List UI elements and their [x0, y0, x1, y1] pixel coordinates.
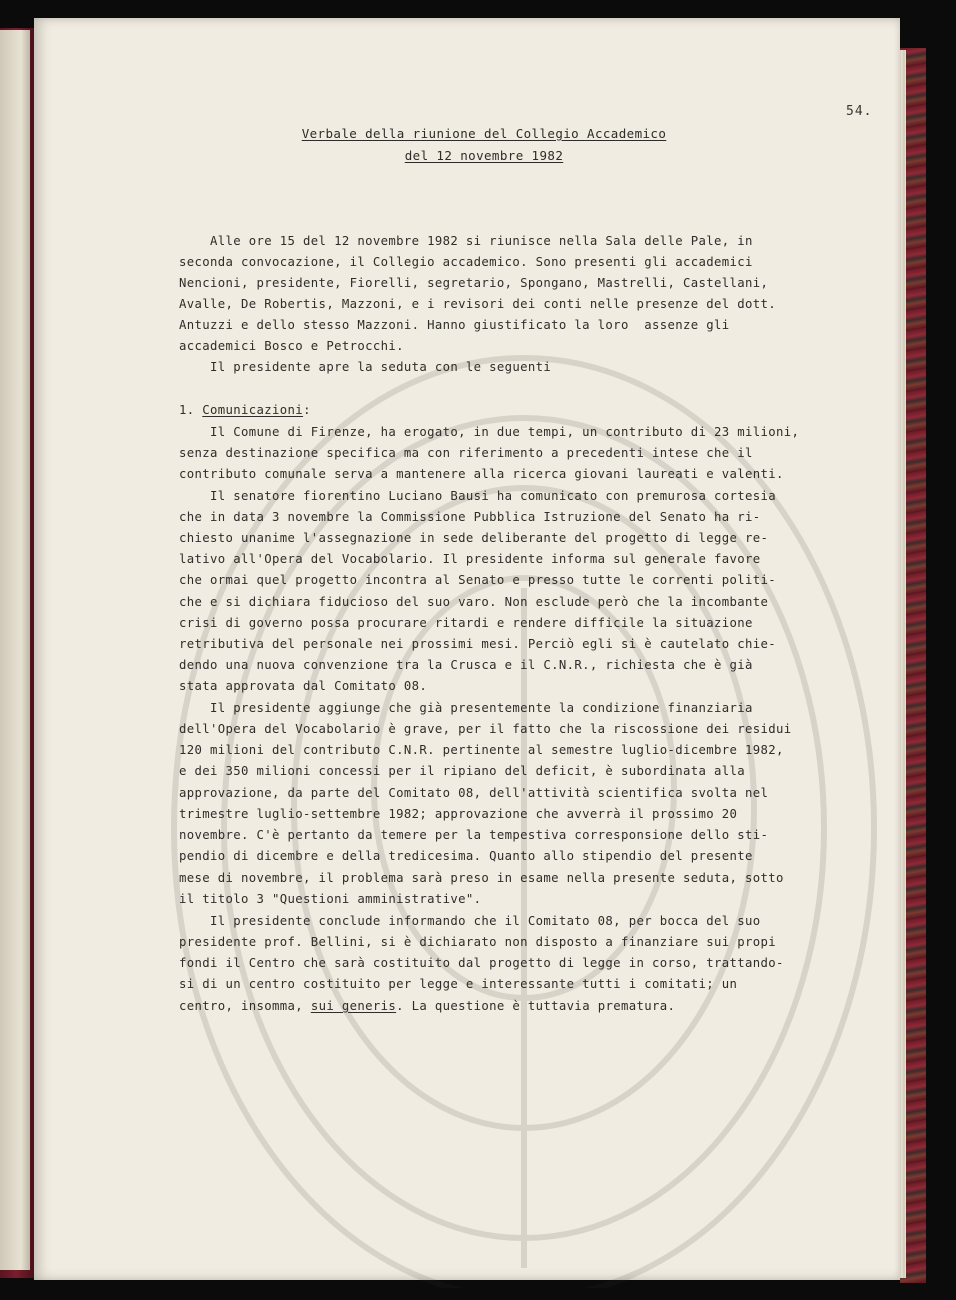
- text-line: pendio di dicembre e della tredicesima. Quanto allo stipendio del presente: [179, 849, 753, 863]
- text-line: 120 milioni del contributo C.N.R. pertinente al semestre luglio-dicembre 1982,: [179, 743, 784, 757]
- text-line: approvazione, da parte del Comitato 08, dell'attività scientifica svolta nel: [179, 786, 769, 800]
- page-number: 54.: [846, 104, 873, 119]
- text-line: Il senatore fiorentino Luciano Bausi ha comunicato con premurosa cortesia: [179, 489, 777, 503]
- text-line: crisi di governo possa procurare ritardi e rendere difficile la situazione: [179, 616, 753, 630]
- section-number: 1.: [179, 403, 203, 417]
- text-line: si di un centro costituito per legge e interessante tutti i comitati; un: [179, 977, 738, 991]
- text-line: fondi il Centro che sarà costituito dal progetto di legge in corso, trattando-: [179, 956, 784, 970]
- text-line: contributo comunale serva a mantenere alla ricerca giovani laureati e valenti.: [179, 467, 784, 481]
- underlined-phrase: sui generis: [310, 999, 397, 1013]
- text-line: seconda convocazione, il Collegio accademico. Sono presenti gli accademici: [179, 255, 753, 269]
- text-line: che e si dichiara fiducioso del suo varo. Non esclude però che la incombante: [179, 595, 769, 609]
- document-date: del 12 novembre 1982: [404, 148, 564, 163]
- text-line: Antuzzi e dello stesso Mazzoni. Hanno giustificato la loro assenze gli: [179, 318, 730, 332]
- text-line: e dei 350 milioni concessi per il ripiano del deficit, è subordinata alla: [179, 764, 745, 778]
- text-line: che in data 3 novembre la Commissione Pubblica Istruzione del Senato ha ri-: [179, 510, 761, 524]
- facing-page-edge: [0, 30, 30, 1270]
- section-title: Comunicazioni: [202, 403, 304, 417]
- text-line: senza destinazione specifica ma con riferimento a precedenti intese che il: [179, 446, 753, 460]
- text-line: Avalle, De Robertis, Mazzoni, e i revisori dei conti nelle presenze del dott.: [179, 297, 777, 311]
- document-title: Verbale della riunione del Collegio Accademico: [301, 126, 667, 141]
- text-line-last: [179, 998, 675, 1014]
- section-heading: [179, 402, 311, 418]
- text-line: Il presidente aggiunge che già presentemente la condizione finanziaria: [179, 701, 753, 715]
- text-segment: . La questione è tuttavia prematura.: [396, 999, 676, 1013]
- text-line: Il presidente apre la seduta con le seguenti: [179, 360, 552, 374]
- text-line: retributiva del personale nei prossimi mesi. Perciò egli si è cautelato chie-: [179, 637, 777, 651]
- text-line: il titolo 3 "Questioni amministrative".: [179, 892, 482, 906]
- text-line: novembre. C'è pertanto da temere per la tempestiva corresponsione dello sti-: [179, 828, 769, 842]
- text-line: accademici Bosco e Petrocchi.: [179, 339, 404, 353]
- text-line: Alle ore 15 del 12 novembre 1982 si riunisce nella Sala delle Pale, in: [179, 234, 753, 248]
- text-line: mese di novembre, il problema sarà preso in esame nella presente seduta, sotto: [179, 871, 784, 885]
- document-page: [34, 18, 900, 1280]
- text-line: dendo una nuova convenzione tra la Crusca e il C.N.R., richiesta che è già: [179, 658, 753, 672]
- text-line: lativo all'Opera del Vocabolario. Il presidente informa sul generale favore: [179, 552, 761, 566]
- text-line: Il Comune di Firenze, ha erogato, in due tempi, un contributo di 23 milioni,: [179, 425, 800, 439]
- text-line: Nencioni, presidente, Fiorelli, segretario, Spongano, Mastrelli, Castellani,: [179, 276, 769, 290]
- text-line: dell'Opera del Vocabolario è grave, per il fatto che la riscossione dei residui: [179, 722, 792, 736]
- text-line: stata approvata dal Comitato 08.: [179, 679, 428, 693]
- section-colon: :: [303, 403, 311, 417]
- text-line: presidente prof. Bellini, si è dichiarato non disposto a finanziare sui propi: [179, 935, 777, 949]
- text-line: trimestre luglio-settembre 1982; approvazione che avverrà il prossimo 20: [179, 807, 738, 821]
- text-line: chiesto unanime l'assegnazione in sede deliberante del progetto di legge re-: [179, 531, 769, 545]
- text-segment: centro, insomma,: [179, 999, 311, 1013]
- text-line: Il presidente conclude informando che il Comitato 08, per bocca del suo: [179, 914, 761, 928]
- text-line: che ormai quel progetto incontra al Senato e presso tutte le correnti politi-: [179, 573, 777, 587]
